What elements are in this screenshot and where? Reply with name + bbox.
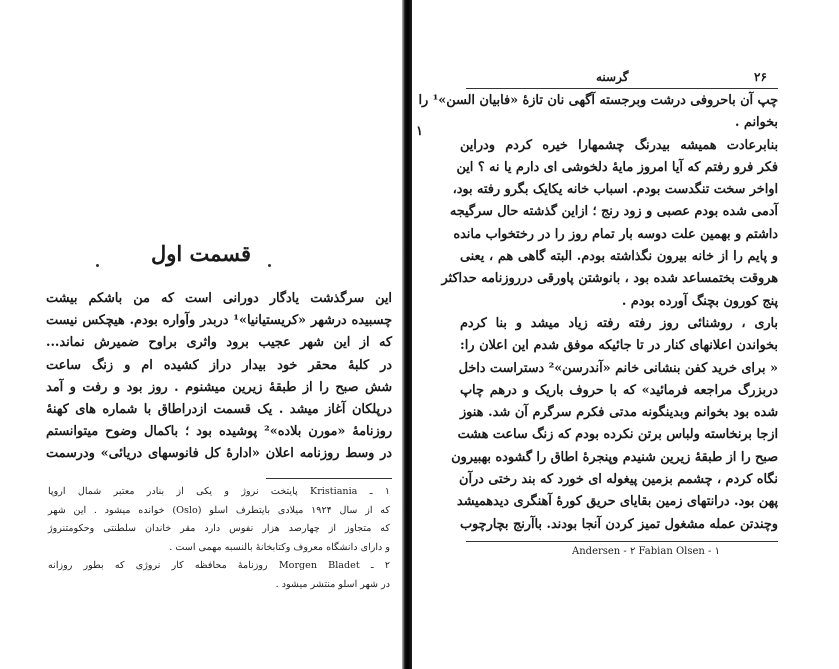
text-line: و پایم را از خانه بیرون نگذاشته بودم. البته گاهی هم ، یعنی bbox=[460, 249, 778, 265]
footnote-line: ۲ ـ Morgen Bladet روزنامهٔ محافظه کار نروژی که بطور روزانه bbox=[48, 560, 390, 572]
text-line: باری ، روشنائی روز رفته رفته زیاد میشد و بنا کردم bbox=[460, 315, 778, 331]
text-line: اواخر سخت تنگدست بودم. اسباب خانه یکایک بگرو رفته بود، bbox=[452, 182, 778, 198]
text-line: در وسط روزنامه اعلان «ادارهٔ کل فانوسهای دریائی» ودرسمت bbox=[46, 446, 392, 462]
footnote-line: ۱ ـ Kristiania پایتخت نروژ و یکی از بنادر معتبر شمال اروپا bbox=[48, 486, 390, 497]
text-line: ازجا برنخاسته ولباس برتن نکرده بودم که زنگ ساعت هشت bbox=[457, 427, 778, 443]
text-line: صبح را از طبقهٔ زیرین شنیدم وپنجرهٔ اطاق را گشوده بهبیرون bbox=[451, 449, 778, 465]
footnote-line: و دارای دانشگاه معروف وکتابخانهٔ بالنسبه مهمی است . bbox=[169, 541, 390, 553]
text-line: فکر فرو رفتم که آیا امروز مایهٔ دلخوشی ای دارم یا نه ؟ این bbox=[456, 159, 778, 175]
text-line: نگاه کردم ، چشمم بزمین پیغوله ای خورد که بند رختی درآن bbox=[459, 472, 778, 488]
speck bbox=[268, 264, 271, 267]
footnote-line: در شهر اسلو منتشر میشود . bbox=[275, 578, 390, 590]
margin-mark: ۱ bbox=[416, 124, 423, 139]
text-line: شده بود بخوانم وبدینگونه مدتی فکرم سرگرم آن شد. هنوز bbox=[460, 405, 778, 421]
text-line: آدمی شده بودم عصبی و زود رنج ؛ ازاین گذشته حال سرگیجه bbox=[449, 204, 778, 220]
text-line: داشتم و بهمین علت دوسه بار تمام روز را در رختخواب مانده bbox=[453, 226, 778, 242]
page-number: ۲۶ bbox=[754, 70, 767, 84]
right-footnote: Andersen - ۲ Fabian Olsen - ۱ bbox=[572, 546, 720, 557]
text-line: بنابرعادت همیشه بیدرنگ چشمهارا خیره کردم ودراین bbox=[460, 137, 778, 153]
footnote-line: که از سال ۱۹۲۴ میلادی بایتطرف اسلو (Oslo) خوانده میشود . این شهر bbox=[48, 504, 390, 516]
text-line: شش صبح را از طبقهٔ زیرین میشنوم . روز بود و رفت و آمد bbox=[46, 379, 392, 395]
right-page bbox=[412, 0, 839, 669]
text-line: دربزرگ مراجعه فرمائید» که با حروف باریک و درهم چاپ bbox=[460, 382, 778, 398]
text-line: این سرگذشت یادگار دورانی است که من باشکم بیشت bbox=[46, 291, 392, 306]
footnote-line: که متجاوز از چهارصد هزار نفوس دارد مقر خاندان سلطنتی وحکومتنروژ bbox=[48, 523, 390, 535]
text-line: روزنامهٔ «مورن بلاده»² پوشیده بود ؛ باکمال وضوح میتوانستم bbox=[46, 424, 393, 440]
text-line: که از این شهر عجیب برود واثری براوح ضمیرش نماند... bbox=[46, 335, 392, 351]
footnote-rule bbox=[266, 478, 392, 479]
text-line: چپ آن باحروفی درشت وبرجسته آگهی نان تازهٔ «فابیان السن»¹ را bbox=[418, 93, 778, 108]
text-line: بخواندن اعلانهای کنار در تا جائیکه موفق شدم این اعلان را: bbox=[460, 338, 778, 354]
text-line: وچندتن عمله مشغول تمیز کردن آنجا بودند. باآرنج بچارچوب bbox=[460, 516, 778, 532]
text-line: چسبیده درشهر «کریستیانیا»¹ دربدر وآواره بودم. هیچکس نیست bbox=[46, 313, 392, 329]
text-line: پنج کورون بچنگ آورده بودم . bbox=[621, 293, 778, 309]
left-footnotes bbox=[48, 483, 390, 595]
text-line: پهن بود. درانتهای زمین بقایای حریق کورهٔ آهنگری دیدهمیشد bbox=[456, 494, 778, 510]
book-spine bbox=[402, 0, 412, 669]
running-title: گرسنه bbox=[596, 70, 629, 84]
chapter-heading: قسمت اول bbox=[150, 241, 252, 266]
text-line: در کلبهٔ محقر خود بیدار دراز کشیده ام و زنگ ساعت bbox=[46, 357, 392, 373]
left-body-text bbox=[46, 288, 392, 466]
text-line: هروقت بختمساعد شده بود ، بانوشتن پاورقی درروزنامه حداکثر bbox=[441, 271, 778, 287]
text-line: بخوانم . bbox=[735, 115, 778, 131]
text-line: « برای خرید کفن بنشانی خانم «آندرسن»² دستراست داخل bbox=[458, 360, 778, 376]
footnote-rule bbox=[466, 541, 778, 542]
right-body-text bbox=[418, 90, 778, 536]
text-line: درپلکان آغاز میشد . یک قسمت ازدراطاق با شماره های کهنهٔ bbox=[46, 402, 392, 418]
left-page bbox=[0, 0, 402, 669]
header-rule bbox=[466, 88, 778, 89]
